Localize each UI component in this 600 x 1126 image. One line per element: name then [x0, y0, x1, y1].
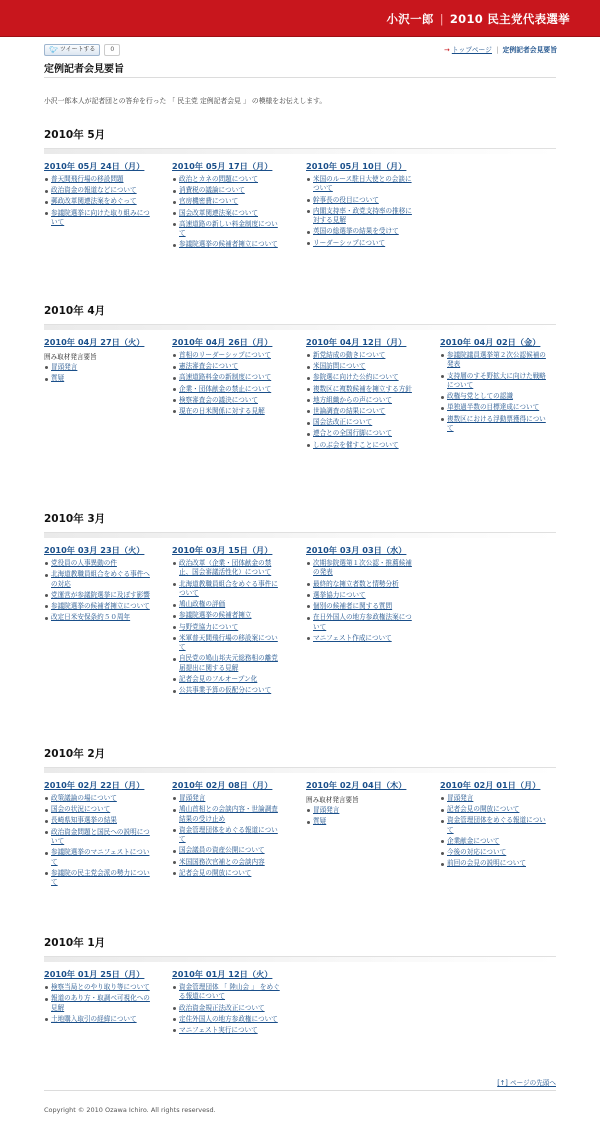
topic-link[interactable]: 北海道教職員組合をめぐる事件について: [179, 579, 278, 598]
topic-link[interactable]: 質疑: [51, 374, 65, 383]
topic-link[interactable]: 記者会見の開放について: [447, 805, 520, 814]
topic-item: [306, 591, 418, 600]
topic-item: [306, 580, 418, 589]
topic-link[interactable]: 高速道路の新しい料金制度について: [179, 219, 278, 238]
topic-link[interactable]: 検察審査会の議決について: [179, 395, 258, 404]
topic-link[interactable]: 冒頭発言: [313, 806, 340, 814]
page-top-link-wrap: [497, 1077, 556, 1087]
topic-item: [44, 175, 156, 184]
topic-item: [440, 859, 552, 868]
topic-link[interactable]: 国会の状況について: [51, 805, 111, 814]
twitter-bird-icon: 🐦︎: [49, 45, 58, 54]
topic-link[interactable]: 国会議員の資産公開について: [179, 846, 265, 855]
topic-link[interactable]: 与野党協力について: [179, 622, 239, 631]
conference-date-link[interactable]: 2010年 01月 12日（火）: [172, 969, 273, 979]
topic-item: [172, 869, 284, 878]
topic-link[interactable]: マニフェスト作成について: [313, 633, 392, 642]
topic-item: [440, 848, 552, 857]
breadcrumb: [444, 44, 557, 54]
site-event-name: 2010 民主党代表選挙: [449, 12, 570, 26]
topic-list: [172, 175, 284, 250]
topic-item: [172, 175, 284, 184]
topic-link[interactable]: 政治改革（企業・団体献金の禁止、国会審議活性化）について: [179, 559, 272, 577]
topic-item: [172, 1004, 284, 1013]
conference-date-link[interactable]: 2010年 04月 26日（月）: [172, 337, 273, 347]
topic-list: [440, 351, 552, 433]
conference-entry: [172, 780, 284, 880]
topic-item: [172, 826, 284, 845]
topic-item: [44, 816, 156, 825]
tweet-button[interactable]: [44, 44, 100, 56]
topic-item: [306, 227, 418, 236]
topic-item: [172, 858, 284, 867]
page-top-link[interactable]: [↑] ページの先頭へ: [497, 1079, 556, 1087]
topic-item: [44, 186, 156, 195]
topic-item: [44, 805, 156, 814]
topic-link[interactable]: 鳩山首相との会談内容・世論調査結果の受け止め: [179, 805, 278, 823]
topic-link[interactable]: 選挙協力について: [313, 590, 366, 599]
title-divider: [44, 77, 556, 78]
topic-item: [172, 351, 284, 360]
topic-item: [172, 396, 284, 405]
topic-item: [172, 983, 284, 1002]
topic-item: [306, 559, 418, 578]
topic-list: [306, 175, 418, 248]
topic-link[interactable]: 在日外国人の地方参政権法案について: [313, 613, 412, 631]
tweet-count: 0: [104, 44, 120, 56]
topic-item: [172, 1015, 284, 1024]
topic-item: [306, 613, 418, 632]
topic-list: [44, 983, 156, 1024]
month-heading: 2010年 4月: [44, 305, 106, 317]
conference-entry: [172, 337, 284, 418]
conference-entry: [44, 780, 156, 889]
topic-link[interactable]: 公共事業予算の仮配分について: [179, 686, 272, 695]
topic-item: [44, 983, 156, 992]
conference-entry: [172, 969, 284, 1037]
month-heading: 2010年 5月: [44, 129, 106, 141]
topic-item: [306, 239, 418, 248]
topic-item: [172, 1026, 284, 1035]
topic-item: [172, 559, 284, 578]
topic-item: [306, 817, 418, 826]
topic-item: [172, 634, 284, 653]
topic-link[interactable]: 幹事長の役目について: [313, 195, 379, 204]
topic-list: [306, 806, 418, 827]
topic-link[interactable]: 資金管理団体をめぐる報道について: [179, 825, 278, 844]
topic-link[interactable]: 国会改革関連法案について: [179, 208, 258, 217]
topic-list: [172, 794, 284, 878]
topic-link[interactable]: 複数区に複数候補を擁立する方針: [313, 384, 412, 393]
topic-list: [44, 559, 156, 623]
topic-item: [172, 611, 284, 620]
topic-link[interactable]: 個別の候補者に関する質問: [313, 602, 393, 611]
topic-link[interactable]: 検察当局とのやり取り等について: [51, 983, 150, 991]
topic-link[interactable]: 政策議論の場について: [51, 794, 117, 802]
topic-item: [44, 559, 156, 568]
topic-item: [306, 441, 418, 450]
entry-note: 囲み取材発言要旨: [44, 353, 97, 361]
breadcrumb-home-link[interactable]: トップページ: [451, 46, 492, 54]
topic-link[interactable]: 前回の会見の説明について: [447, 859, 526, 868]
topic-list: [44, 794, 156, 888]
conference-date-link[interactable]: 2010年 02月 01日（月）: [440, 780, 541, 790]
topic-link[interactable]: 米国訪問について: [313, 362, 366, 371]
conference-entry: [44, 337, 156, 385]
copyright: Copyright © 2010 Ozawa Ichiro. All rights reservesd.: [44, 1106, 216, 1114]
topic-item: [44, 570, 156, 589]
topic-link[interactable]: 政治資金問題と国民への説明について: [51, 827, 150, 846]
topic-link[interactable]: 参院選に向けた公約について: [313, 373, 399, 382]
topic-item: [44, 848, 156, 867]
topic-item: [440, 403, 552, 412]
topic-link[interactable]: 政治資金の報道などについて: [51, 186, 137, 195]
topic-item: [44, 994, 156, 1013]
topic-item: [172, 197, 284, 206]
conference-date-link[interactable]: 2010年 04月 12日（月）: [306, 337, 407, 347]
topic-link[interactable]: 次期参院選第１次公認・推薦候補の発表: [313, 559, 412, 577]
topic-item: [172, 220, 284, 239]
breadcrumb-current: 定例記者会見要旨: [502, 46, 557, 54]
topic-item: [306, 602, 418, 611]
topic-link[interactable]: 高速道路料金の新制度について: [179, 373, 272, 382]
topic-item: [306, 429, 418, 438]
topic-list: [172, 559, 284, 696]
site-title[interactable]: [386, 11, 570, 27]
topic-list: [44, 175, 156, 227]
topic-link[interactable]: 今後の対応について: [447, 848, 507, 857]
conference-entry: [44, 969, 156, 1026]
topic-item: [440, 837, 552, 846]
site-header: [0, 0, 600, 37]
topic-item: [306, 385, 418, 394]
topic-link[interactable]: 質疑: [313, 817, 327, 826]
topic-item: [440, 805, 552, 814]
conference-date-link[interactable]: 2010年 02月 22日（月）: [44, 780, 145, 790]
topic-link[interactable]: 現在の日米関係に対する見解: [179, 407, 265, 416]
topic-item: [306, 396, 418, 405]
topic-link[interactable]: 政権与党としての認識: [447, 392, 513, 401]
topic-item: [44, 197, 156, 206]
conference-date-link[interactable]: 2010年 05月 10日（月）: [306, 161, 407, 171]
topic-link[interactable]: 冒頭発言: [51, 363, 78, 371]
topic-link[interactable]: 冒頭発言: [179, 794, 206, 802]
topic-item: [306, 806, 418, 815]
topic-link[interactable]: 参議院選挙に向けた取り組みについて: [51, 208, 150, 227]
topic-link[interactable]: 党役員の人事異動の件: [51, 559, 117, 567]
topic-link[interactable]: 郵政改革関連法案をめぐって: [51, 197, 137, 206]
topic-item: [440, 816, 552, 835]
topic-link[interactable]: 資金管理団体 「 陸山会 」 をめぐる報道について: [179, 983, 280, 1001]
month-divider: [44, 324, 556, 330]
topic-item: [172, 794, 284, 803]
topic-item: [172, 654, 284, 673]
topic-item: [306, 175, 418, 194]
conference-entry: [306, 161, 418, 250]
topic-item: [172, 362, 284, 371]
month-divider: [44, 148, 556, 154]
topic-link[interactable]: 土地購入取引の経緯について: [51, 1014, 137, 1023]
topic-item: [440, 794, 552, 803]
conference-entry: [440, 780, 552, 871]
topic-link[interactable]: リーダーシップについて: [313, 238, 386, 247]
page-title: 定例記者会見要旨: [44, 64, 124, 75]
topic-item: [440, 351, 552, 370]
conference-date-link[interactable]: 2010年 04月 02日（金）: [440, 337, 541, 347]
conference-entry: [44, 161, 156, 229]
conference-entry: [306, 337, 418, 452]
topic-item: [172, 385, 284, 394]
topic-link[interactable]: 政治資金規正法改正について: [179, 1003, 265, 1012]
topic-link[interactable]: 官房機密費について: [179, 197, 239, 206]
topic-item: [306, 418, 418, 427]
topic-item: [44, 374, 156, 383]
topic-link[interactable]: 企業・団体献金の禁止について: [179, 384, 272, 393]
topic-link[interactable]: 支持層のすそ野拡大に向けた戦略について: [447, 371, 546, 390]
topic-item: [172, 600, 284, 609]
topic-link[interactable]: 政治とカネの問題について: [179, 175, 258, 183]
conference-entry: [172, 161, 284, 252]
topic-link[interactable]: 資金管理団体をめぐる報道について: [447, 816, 546, 834]
topic-link[interactable]: 参議院議員選挙第２次公認候補の発表: [447, 351, 546, 369]
month-divider: [44, 956, 556, 962]
topic-item: [172, 373, 284, 382]
topic-list: [440, 794, 552, 869]
topic-link[interactable]: 米軍普天間飛行場の移設案について: [179, 633, 278, 652]
topic-item: [172, 805, 284, 824]
month-heading: 2010年 1月: [44, 937, 106, 949]
topic-link[interactable]: 長崎県知事選挙の結果: [51, 816, 117, 825]
topic-item: [44, 1015, 156, 1024]
topic-link[interactable]: 連合との全国行脚について: [313, 429, 392, 438]
topic-link[interactable]: 記者会見の開放について: [179, 868, 252, 877]
topic-item: [440, 415, 552, 434]
topic-item: [172, 240, 284, 249]
topic-link[interactable]: 米国のルース駐日大使との会談について: [313, 175, 412, 193]
topic-link[interactable]: 首相のリーダーシップについて: [179, 351, 271, 359]
topic-link[interactable]: 参議院選挙の候補者擁立について: [179, 240, 278, 249]
site-owner-name: 小沢一郎: [386, 12, 434, 26]
month-heading: 2010年 2月: [44, 748, 106, 760]
topic-link[interactable]: 党運営が参議院選挙に及ぼす影響: [51, 590, 150, 599]
intro-text: 小沢一郎本人が記者団との答弁を行った 「 民主党 定例記者会見 」 の模様をお伝えします。: [44, 97, 327, 105]
conference-date-link[interactable]: 2010年 03月 23日（火）: [44, 545, 145, 555]
topic-link[interactable]: 英国の総選挙の結果を受けて: [313, 227, 399, 236]
topic-item: [306, 634, 418, 643]
topic-item: [306, 207, 418, 226]
month-heading: 2010年 3月: [44, 513, 106, 525]
topic-item: [44, 363, 156, 372]
topic-list: [172, 351, 284, 416]
topic-link[interactable]: 米国国務次官補との会談内容: [179, 857, 265, 866]
topic-item: [172, 675, 284, 684]
topic-link[interactable]: 参議院選挙の候補者擁立について: [51, 602, 150, 611]
topic-link[interactable]: 地方組織からの声について: [313, 395, 392, 404]
topic-link[interactable]: 普天間飛行場の移設問題: [51, 175, 124, 183]
topic-item: [172, 846, 284, 855]
topic-item: [172, 623, 284, 632]
month-divider: [44, 767, 556, 773]
tweet-button-label: ツイートする: [59, 45, 96, 53]
topic-link[interactable]: 新党結成の動きについて: [313, 351, 386, 359]
topic-link[interactable]: 単独過半数の目標達成について: [447, 403, 540, 412]
conference-entry: [440, 337, 552, 435]
topic-link[interactable]: 自民党の鳩山邦夫元総務相の離党届提出に関する見解: [179, 654, 278, 672]
topic-link[interactable]: 定住外国人の地方参政権について: [179, 1014, 278, 1023]
topic-item: [306, 407, 418, 416]
topic-item: [44, 209, 156, 228]
title-separator: |: [439, 12, 444, 26]
conference-entry: [172, 545, 284, 697]
topic-item: [440, 372, 552, 391]
topic-item: [44, 794, 156, 803]
topic-item: [306, 351, 418, 360]
topic-link[interactable]: 憲法審査会について: [179, 362, 239, 371]
topic-link[interactable]: 鳩山政権の評価: [179, 600, 226, 609]
topic-link[interactable]: 内閣支持率・政党支持率の推移に対する見解: [313, 206, 412, 225]
topic-link[interactable]: 複数区における浮動票獲得について: [447, 414, 546, 433]
topic-link[interactable]: 冒頭発言: [447, 794, 474, 802]
conference-entry: [306, 780, 418, 828]
topic-item: [440, 392, 552, 401]
conference-entry: [306, 545, 418, 645]
topic-link[interactable]: 国会法改正について: [313, 418, 373, 427]
topic-item: [172, 209, 284, 218]
topic-item: [44, 602, 156, 611]
month-divider: [44, 532, 556, 538]
conference-entry: [44, 545, 156, 624]
topic-link[interactable]: マニフェスト実行について: [179, 1026, 258, 1035]
conference-date-link[interactable]: 2010年 02月 08日（月）: [172, 780, 273, 790]
topic-item: [172, 407, 284, 416]
topic-link[interactable]: 参議院の民主党会派の勢力について: [51, 868, 150, 887]
topic-link[interactable]: 参議院選挙の候補者擁立: [179, 611, 252, 620]
conference-date-link[interactable]: 2010年 05月 24日（月）: [44, 161, 145, 171]
arrow-right-icon: →: [443, 46, 450, 54]
topic-item: [44, 591, 156, 600]
topic-item: [44, 869, 156, 888]
topic-item: [172, 580, 284, 599]
topic-list: [44, 363, 156, 384]
conference-date-link[interactable]: 2010年 03月 15日（月）: [172, 545, 273, 555]
conference-date-link[interactable]: 2010年 01月 25日（月）: [44, 969, 145, 979]
topic-link[interactable]: 消費税の議論について: [179, 186, 245, 195]
conference-date-link[interactable]: 2010年 03月 03日（水）: [306, 545, 407, 555]
topic-item: [306, 196, 418, 205]
topic-list: [306, 351, 418, 450]
topic-item: [306, 373, 418, 382]
tweet-widget: [44, 44, 120, 55]
topic-link[interactable]: 参議院選挙のマニフェストについて: [51, 848, 150, 866]
topic-list: [172, 983, 284, 1035]
conference-date-link[interactable]: 2010年 05月 17日（月）: [172, 161, 273, 171]
topic-link[interactable]: 報道のあり方・取調べ可視化への見解: [51, 994, 150, 1012]
topic-item: [44, 828, 156, 847]
topic-item: [172, 686, 284, 695]
topic-item: [306, 362, 418, 371]
topic-link[interactable]: 改定日米安保条約５０周年: [51, 613, 131, 622]
entry-note: 囲み取材発言要旨: [306, 796, 359, 804]
conference-date-link[interactable]: 2010年 04月 27日（火）: [44, 337, 145, 347]
topic-list: [306, 559, 418, 643]
conference-date-link[interactable]: 2010年 02月 04日（木）: [306, 780, 407, 790]
topic-link[interactable]: 最終的な擁立者数と情勢分析: [313, 579, 399, 588]
topic-link[interactable]: 北海道教職員組合をめぐる事件への対応: [51, 570, 150, 588]
topic-link[interactable]: しのぶ会を催すことについて: [313, 440, 399, 449]
breadcrumb-separator: |: [496, 46, 499, 54]
topic-link[interactable]: 世論調査の結果について: [313, 407, 386, 416]
topic-item: [44, 613, 156, 622]
topic-link[interactable]: 記者会見のフルオープン化: [179, 675, 258, 684]
topic-item: [172, 186, 284, 195]
topic-link[interactable]: 企業献金について: [447, 837, 500, 846]
footer-divider: [44, 1090, 556, 1091]
